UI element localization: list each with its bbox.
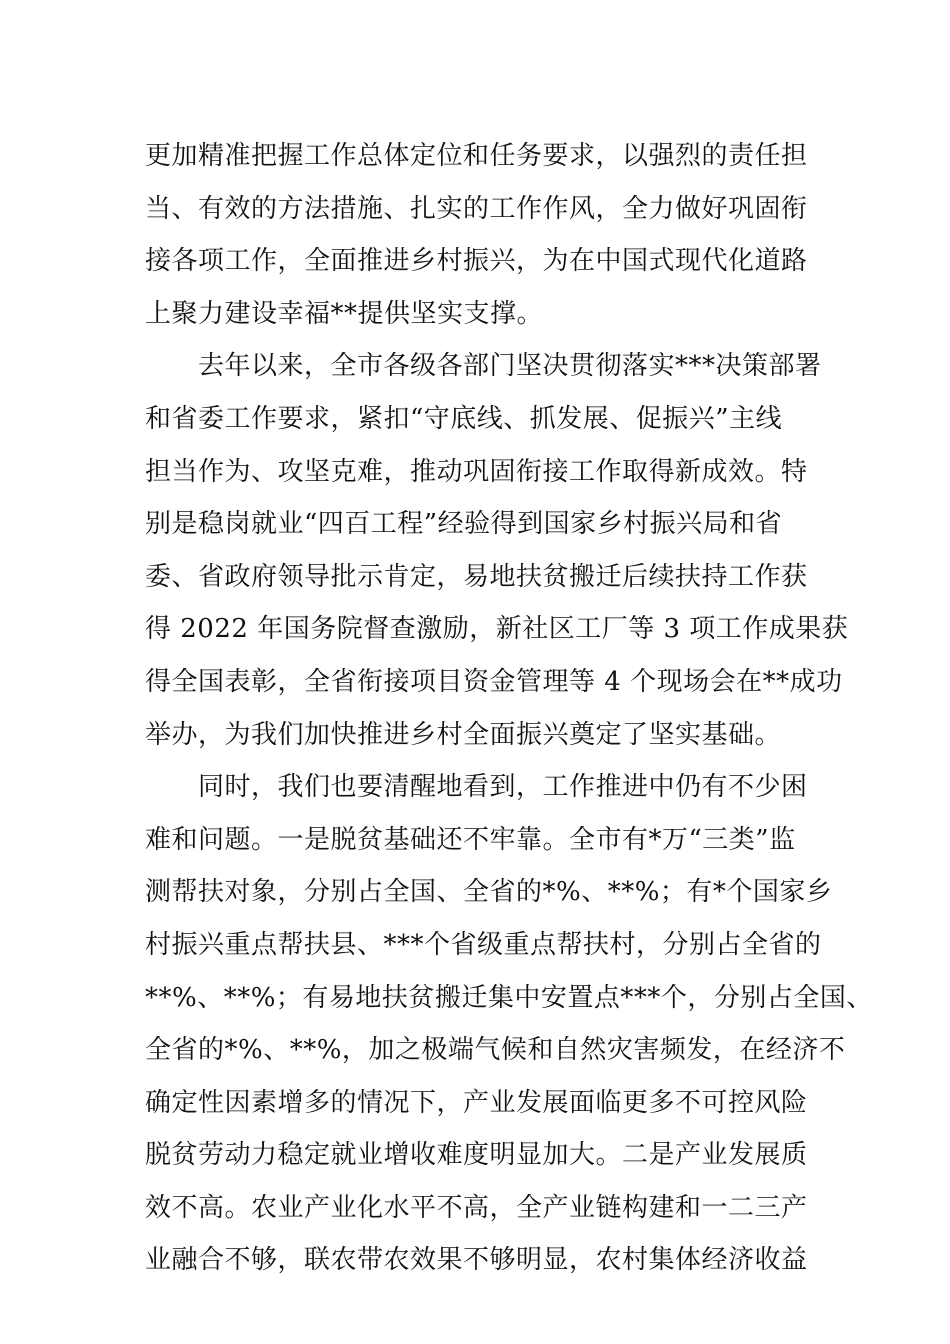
text-line: 得 2022 年国务院督查激励，新社区工厂等 3 项工作成果获 xyxy=(145,614,849,645)
text-line: 测帮扶对象，分别占全国、全省的*%、**%；有*个国家乡 xyxy=(145,877,833,908)
text-line: 全省的*%、**%，加之极端气候和自然灾害频发，在经济不 xyxy=(145,1035,846,1066)
text-line: 当、有效的方法措施、扎实的工作作风，全力做好巩固衔 xyxy=(145,193,808,224)
text-line: 去年以来，全市各级各部门坚决贯彻落实***决策部署 xyxy=(145,351,822,382)
text-line: 难和问题。一是脱贫基础还不牢靠。全市有*万“三类”监 xyxy=(145,824,796,855)
text-line: 更加精准把握工作总体定位和任务要求，以强烈的责任担 xyxy=(145,141,808,171)
text-line: 担当作为、攻坚克难，推动巩固衔接工作取得新成效。特 xyxy=(145,456,808,487)
text-line: 村振兴重点帮扶县、***个省级重点帮扶村，分别占全省的 xyxy=(145,929,822,960)
text-line: 接各项工作，全面推进乡村振兴，为在中国式现代化道路 xyxy=(145,246,808,277)
text-line: 脱贫劳动力稳定就业增收难度明显加大。二是产业发展质 xyxy=(145,1140,808,1171)
text-line: 委、省政府领导批示肯定，易地扶贫搬迁后续扶持工作获 xyxy=(145,561,808,592)
text-line: 别是稳岗就业“四百工程”经验得到国家乡村振兴局和省 xyxy=(145,509,783,540)
text-line: 和省委工作要求，紧扣“守底线、抓发展、促振兴”主线 xyxy=(145,403,783,434)
document-body xyxy=(145,130,873,1287)
text-line: **%、**%；有易地扶贫搬迁集中安置点***个，分别占全国、 xyxy=(145,982,873,1013)
text-line: 同时，我们也要清醒地看到，工作推进中仍有不少困 xyxy=(145,772,808,803)
text-line: 业融合不够，联农带农效果不够明显，农村集体经济收益 xyxy=(145,1245,808,1276)
text-line: 得全国表彰，全省衔接项目资金管理等 4 个现场会在**成功 xyxy=(145,666,843,697)
text-line: 上聚力建设幸福**提供坚实支撑。 xyxy=(145,298,544,329)
text-line: 举办，为我们加快推进乡村全面振兴奠定了坚实基础。 xyxy=(145,719,782,750)
text-line: 确定性因素增多的情况下，产业发展面临更多不可控风险 xyxy=(145,1087,808,1118)
text-line: 效不高。农业产业化水平不高，全产业链构建和一二三产 xyxy=(145,1192,808,1223)
